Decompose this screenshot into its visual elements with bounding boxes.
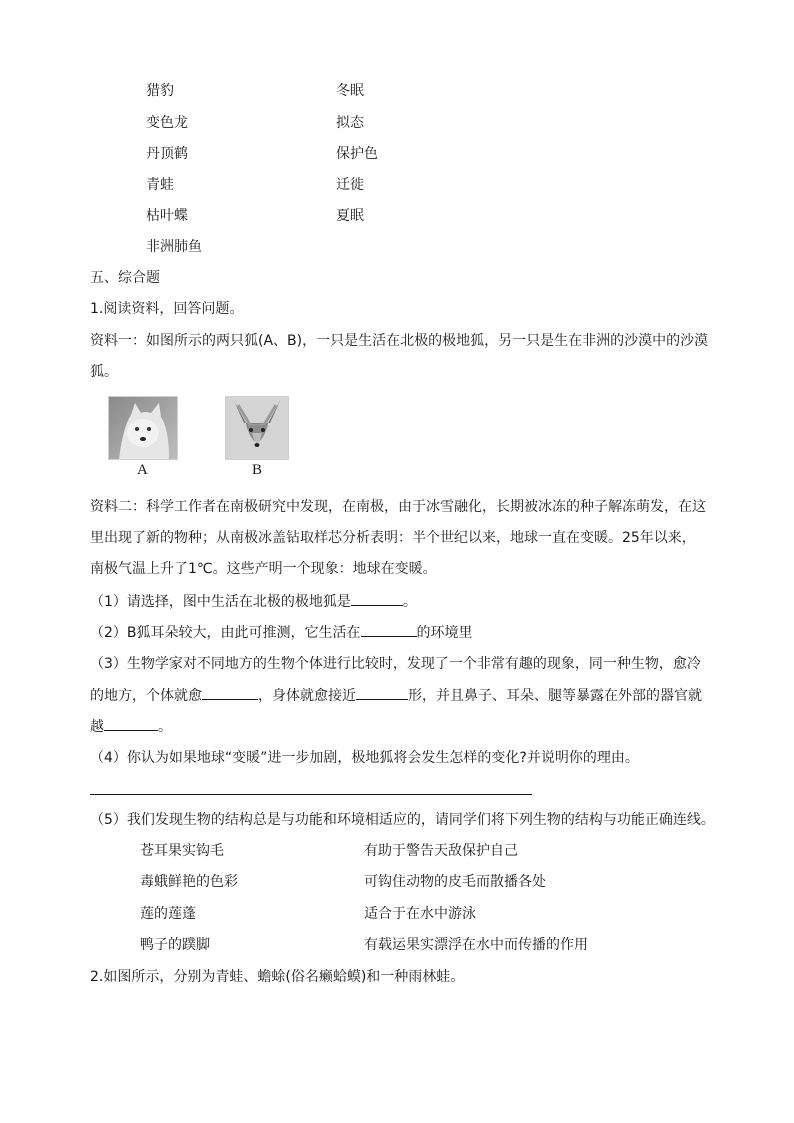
sub-question-3-line: （3）生物学家对不同地方的生物个体进行比较时，发现了一个非常有趣的现象，同一种生物，愈冷 [90, 656, 701, 672]
photo-label-b: B [252, 462, 263, 478]
function-item: 有载运果实漂浮在水中而传播的作用 [364, 937, 588, 953]
structure-item: 莲的莲蓬 [140, 906, 196, 922]
sub-question-4: （4）你认为如果地球“变暖”进一步加剧，极地狐将会发生怎样的变化?并说明你的理由。 [90, 750, 639, 766]
sub-question-2-suffix: 的环境里 [416, 625, 473, 641]
function-item: 适合于在水中游泳 [364, 906, 476, 922]
match-right-item: 夏眠 [336, 208, 364, 224]
desert-fox-photo [225, 396, 289, 460]
structure-item: 鸭子的蹼脚 [140, 937, 210, 953]
structure-item: 苍耳果实钩毛 [140, 843, 224, 859]
sub-question-3-text: 。 [158, 719, 172, 735]
match-left-item: 枯叶蝶 [146, 208, 188, 224]
section-heading: 五、综合题 [90, 270, 160, 286]
match-left-item: 非洲肺鱼 [146, 239, 202, 255]
answer-blank[interactable] [356, 685, 408, 700]
sub-question-5: （5）我们发现生物的结构总是与功能和环境相适应的，请同学们将下列生物的结构与功能正确连线。 [90, 812, 715, 828]
match-right-item: 迁徙 [336, 177, 364, 193]
match-left-item: 变色龙 [146, 115, 188, 131]
material-1-line: 狐。 [90, 364, 118, 380]
sub-question-3-line [90, 685, 702, 706]
material-2-line: 里出现了新的物种；从南极冰盖钻取样芯分析表明：半个世纪以来，地球一直在变暖。25年以来， [90, 530, 696, 546]
match-right-item: 冬眠 [336, 83, 364, 99]
sub-question-1 [90, 591, 417, 612]
answer-blank[interactable] [202, 685, 258, 700]
question-1-intro: 1.阅读资料，回答问题。 [90, 301, 244, 317]
match-left-item: 猎豹 [146, 83, 174, 99]
question-2-intro: 2.如图所示，分别为青蛙、蟾蜍(俗名癞蛤蟆)和一种雨林蛙。 [90, 969, 465, 985]
answer-line[interactable] [90, 794, 532, 795]
function-item: 有助于警告天敌保护自己 [364, 843, 518, 859]
material-1-line: 资料一：如图所示的两只狐(A、B)，一只是生活在北极的极地狐，另一只是生在非洲的沙漠中的沙漠 [90, 333, 709, 349]
function-item: 可钩住动物的皮毛而散播各处 [364, 874, 546, 890]
sub-question-3-text: 形，并且鼻子、耳朵、腿等暴露在外部的器官就 [408, 688, 702, 704]
sub-question-1-text: （1）请选择，图中生活在北极的极地狐是 [90, 594, 351, 610]
sub-question-3-text: 越 [90, 719, 104, 735]
match-right-item: 保护色 [336, 146, 378, 162]
sub-question-3-text: ，身体就愈接近 [258, 688, 356, 704]
answer-blank[interactable] [351, 591, 403, 606]
sub-question-2 [90, 622, 473, 643]
match-right-item: 拟态 [336, 115, 364, 131]
sub-question-3-text: 的地方，个体就愈 [90, 688, 202, 704]
answer-blank[interactable] [361, 622, 417, 637]
match-left-item: 丹顶鹤 [146, 146, 188, 162]
material-2-line: 南极气温上升了1℃。这些产明一个现象：地球在变暖。 [90, 561, 437, 577]
sub-question-3-line [90, 716, 172, 737]
answer-blank[interactable] [104, 716, 158, 731]
match-left-item: 青蛙 [146, 177, 174, 193]
photo-label-a: A [137, 462, 148, 478]
arctic-fox-photo [108, 396, 178, 460]
structure-item: 毒蛾鲜艳的色彩 [140, 874, 238, 890]
material-2-line: 资料二：科学工作者在南极研究中发现，在南极，由于冰雪融化，长期被冰冻的种子解冻萌发，在这 [90, 499, 706, 515]
sub-question-1-suffix: 。 [402, 594, 417, 610]
sub-question-2-text: （2）B狐耳朵较大，由此可推测，它生活在 [90, 625, 361, 641]
